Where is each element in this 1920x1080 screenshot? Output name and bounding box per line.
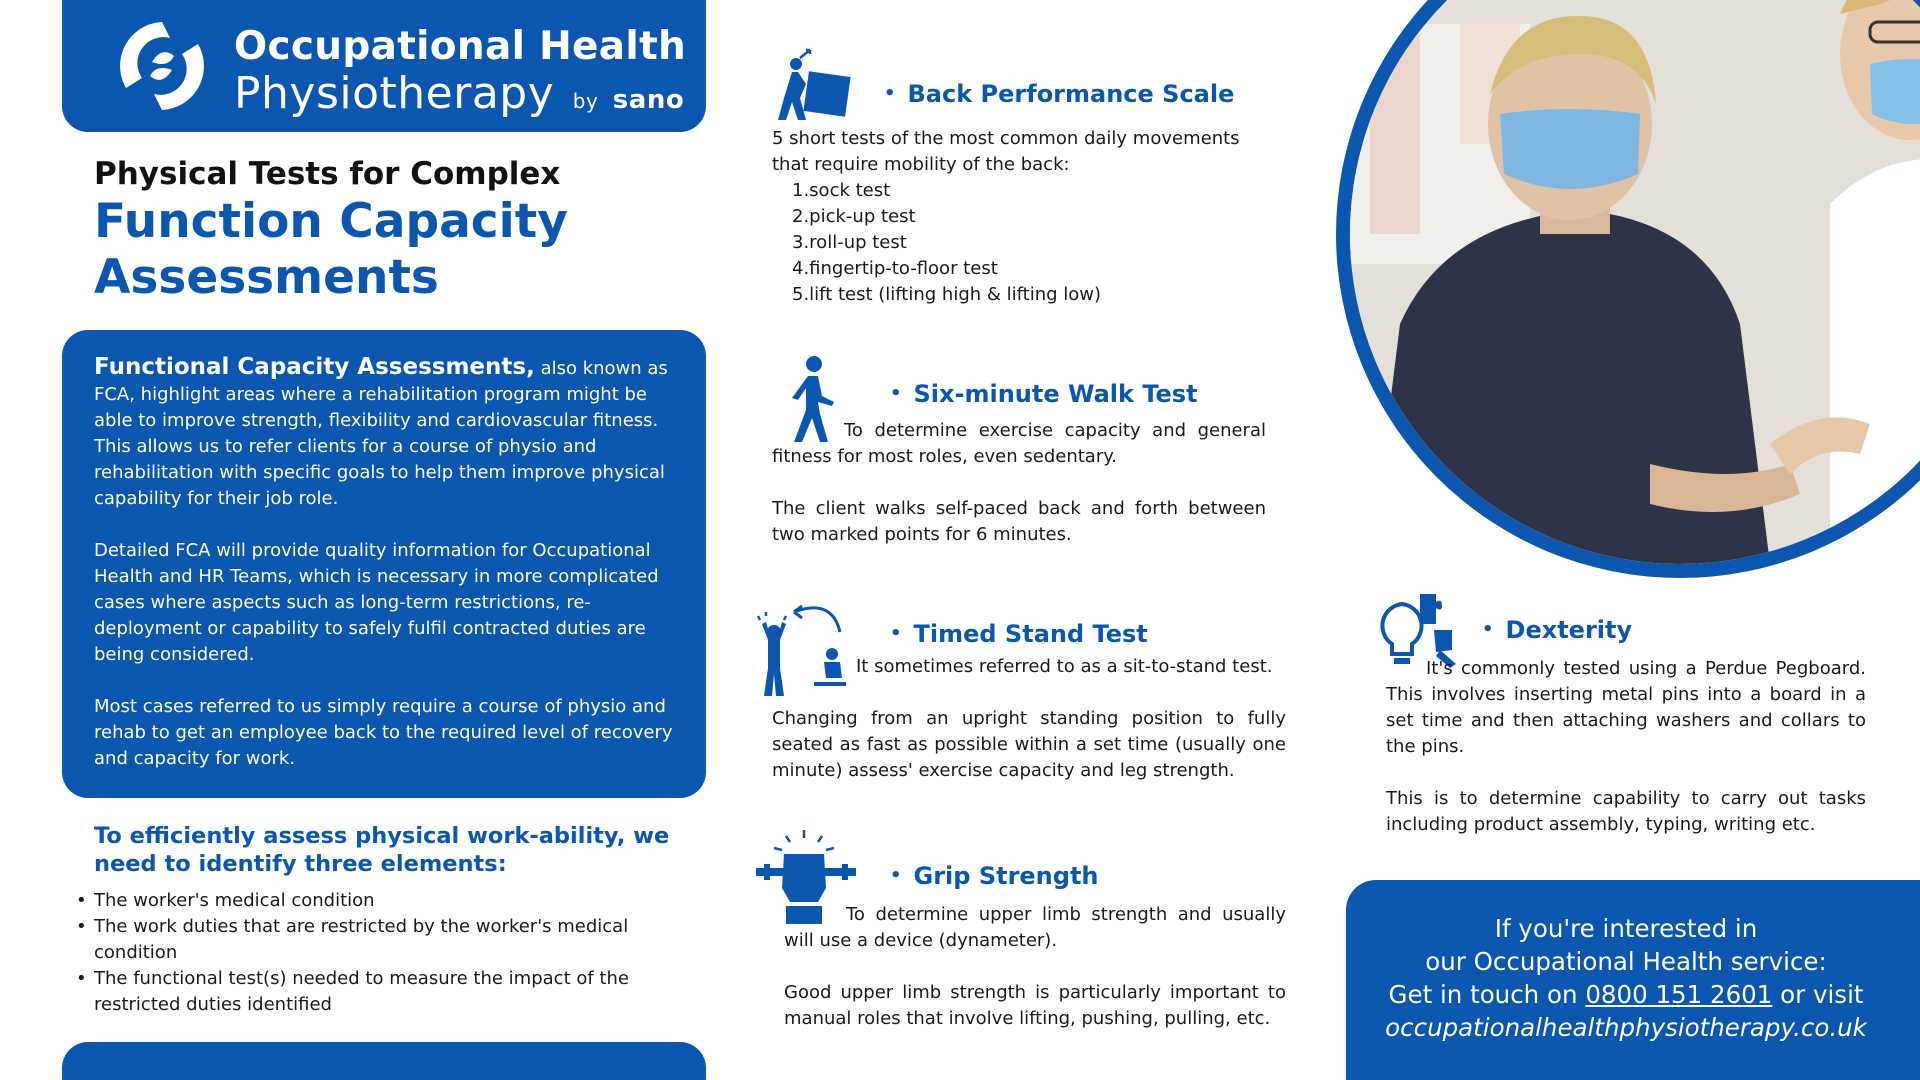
contact-line-3-post: or visit xyxy=(1772,980,1864,1009)
stand-test-p1: It sometimes referred to as a sit-to-stand test. xyxy=(856,656,1273,677)
elements-list xyxy=(94,888,694,1018)
photo-image xyxy=(1350,0,1920,564)
contact-line-1: If you're interested in xyxy=(1494,914,1758,943)
list-item: 2.pick-up test xyxy=(792,206,916,227)
contact-line-3 xyxy=(1346,978,1906,1011)
dexterity-p2: This is to determine capability to carry out tasks including product assembly, typing, writing etc. xyxy=(1386,788,1866,835)
title-prefix: Physical Tests for Complex xyxy=(94,156,561,192)
walk-test-title: • Six-minute Walk Test xyxy=(890,380,1198,408)
logo-header xyxy=(62,0,706,132)
page-title: Function Capacity Assessments xyxy=(94,194,568,305)
contact-panel xyxy=(1346,880,1920,1080)
logo-by: by xyxy=(572,89,599,113)
list-item: 3.roll-up test xyxy=(792,232,907,253)
list-item: • The functional test(s) needed to measure the impact of the restricted duties identified xyxy=(94,966,694,1018)
intro-lead: Functional Capacity Assessments, xyxy=(94,354,535,380)
sit-stand-icon xyxy=(754,598,846,698)
list-item: 1.sock test xyxy=(792,180,891,201)
stand-test-p2: Changing from an upright standing position to fully seated as fast as possible within a set time (usually one minute) assess' exercise capacity and leg strength. xyxy=(772,708,1286,781)
contact-line-2: our Occupational Health service: xyxy=(1425,947,1827,976)
photo-illustration xyxy=(1350,0,1920,564)
phone-link[interactable]: 0800 151 2601 xyxy=(1585,980,1773,1009)
intro-paragraph-2: Detailed FCA will provide quality information for Occupational Health and HR Teams, which is necessary in more complicated cases where aspects such as long-term restrictions, re-deployment or capability to safely fulfil contracted duties are being considered. xyxy=(94,540,659,665)
list-item: • The worker's medical condition xyxy=(94,888,694,914)
website-link[interactable]: occupationalhealthphysiotherapy.co.uk xyxy=(1385,1013,1867,1042)
walk-test-body xyxy=(772,418,1266,574)
dexterity-title: • Dexterity xyxy=(1482,616,1632,644)
bottom-panel xyxy=(62,1042,706,1080)
elements-heading: To efficiently assess physical work-ability, we need to identify three elements: xyxy=(94,823,670,877)
back-tests-list xyxy=(790,178,1272,308)
grip-strength-body xyxy=(784,902,1286,1058)
list-item: • The work duties that are restricted by the worker's medical condition xyxy=(94,914,694,966)
stand-test-title: • Timed Stand Test xyxy=(890,620,1148,648)
intro-panel xyxy=(62,330,706,798)
walk-test-p1: To determine exercise capacity and general fitness for most roles, even sedentary. xyxy=(772,420,1266,467)
logo-subtitle-text: Physiotherapy xyxy=(234,68,555,119)
logo-brand: sano xyxy=(612,85,685,115)
list-item: 5.lift test (lifting high & lifting low) xyxy=(792,284,1102,305)
physiotherapy-photo xyxy=(1336,0,1920,578)
lifting-box-icon xyxy=(770,48,854,124)
grip-strength-p1: To determine upper limb strength and usually will use a device (dynameter). xyxy=(784,904,1286,951)
list-item: 4.fingertip-to-floor test xyxy=(792,258,998,279)
logo-title: Occupational Health xyxy=(234,24,687,69)
back-performance-body xyxy=(772,126,1272,308)
dexterity-p1: It's commonly tested using a Perdue Pegboard. This involves inserting metal pins into a board in a set time and then attaching washers and collars to the pins. xyxy=(1386,658,1866,757)
back-performance-intro: 5 short tests of the most common daily movements that require mobility of the back: xyxy=(772,128,1240,175)
stand-test-body xyxy=(772,706,1286,810)
contact-line-3-pre: Get in touch on xyxy=(1388,980,1586,1009)
back-performance-title: • Back Performance Scale xyxy=(884,80,1234,108)
grip-strength-p2: Good upper limb strength is particularly important to manual roles that involve lifting, pushing, pulling, etc. xyxy=(784,982,1286,1029)
intro-paragraph-3: Most cases referred to us simply require a course of physio and rehab to get an employee back to the required level of recovery and capacity for work. xyxy=(94,696,673,769)
intro-paragraph-1 xyxy=(94,354,674,512)
logo-subtitle xyxy=(234,68,684,119)
logo-swirl-icon xyxy=(112,16,212,116)
intro-p1-text: also known as FCA, highlight areas where a rehabilitation program might be able to improve strength, flexibility and cardiovascular fitness. This allows us to refer clients for a course of physio and rehabilitation with specific goals to help them improve physical capability for their job role. xyxy=(94,358,668,509)
grip-strength-title: • Grip Strength xyxy=(890,862,1099,890)
walk-test-p2: The client walks self-paced back and forth between two marked points for 6 minutes. xyxy=(772,498,1266,545)
dexterity-body xyxy=(1386,656,1866,864)
